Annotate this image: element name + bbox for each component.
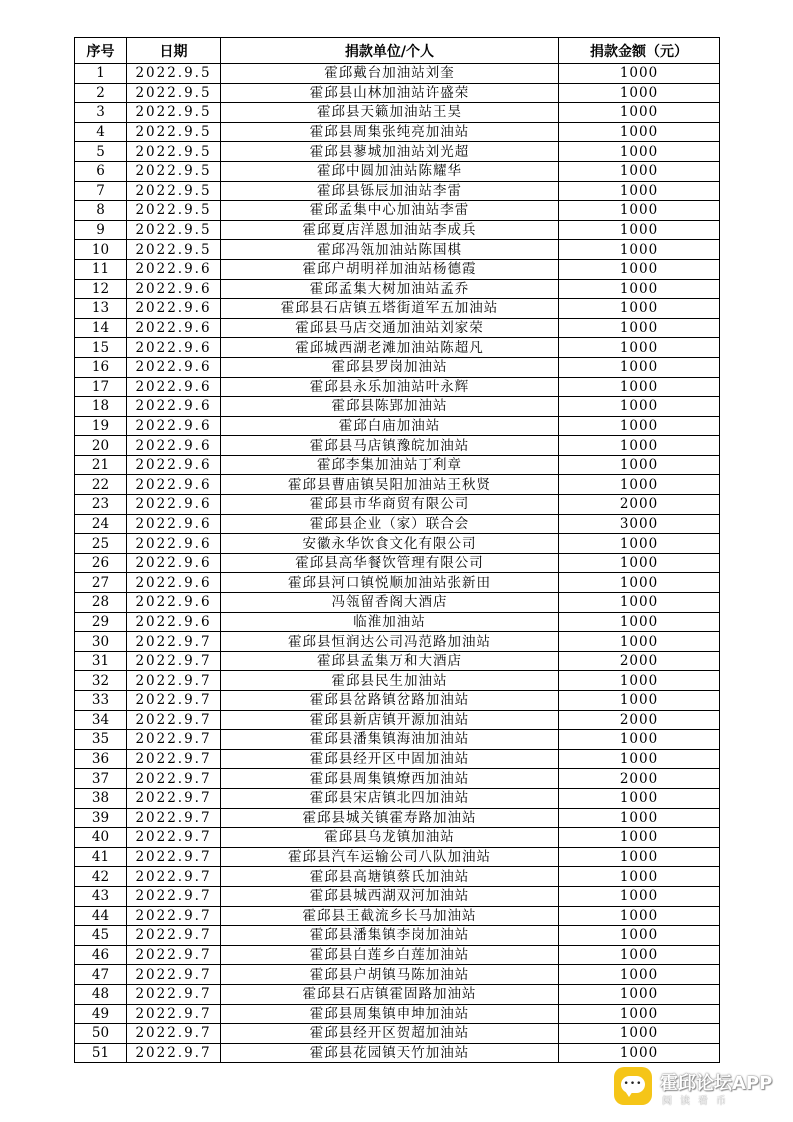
donation-date: 2022.9.6 <box>127 436 221 456</box>
donor-name: 霍邱县王截流乡长马加油站 <box>221 906 559 926</box>
row-index: 19 <box>75 416 127 436</box>
donation-amount: 1000 <box>559 64 720 84</box>
row-index: 46 <box>75 945 127 965</box>
donation-date: 2022.9.5 <box>127 142 221 162</box>
donation-amount: 1000 <box>559 553 720 573</box>
table-row <box>75 397 720 417</box>
donor-name: 霍邱县恒润达公司冯范路加油站 <box>221 632 559 652</box>
table-row <box>75 1043 720 1063</box>
donor-name: 霍邱县石店镇霍固路加油站 <box>221 984 559 1004</box>
row-index: 20 <box>75 436 127 456</box>
row-index: 47 <box>75 965 127 985</box>
donation-date: 2022.9.5 <box>127 240 221 260</box>
donor-name: 霍邱县户胡镇马陈加油站 <box>221 965 559 985</box>
donation-amount: 1000 <box>559 691 720 711</box>
donor-name: 霍邱县山林加油站许盛荣 <box>221 83 559 103</box>
table-row <box>75 808 720 828</box>
donation-date: 2022.9.7 <box>127 926 221 946</box>
table-row <box>75 828 720 848</box>
table-row <box>75 573 720 593</box>
table-row <box>75 161 720 181</box>
donor-name: 霍邱县经开区贺超加油站 <box>221 1024 559 1044</box>
donation-date: 2022.9.6 <box>127 612 221 632</box>
donation-date: 2022.9.7 <box>127 1024 221 1044</box>
donation-date: 2022.9.7 <box>127 1043 221 1063</box>
table-row <box>75 103 720 123</box>
table-row <box>75 240 720 260</box>
donation-date: 2022.9.6 <box>127 279 221 299</box>
donation-amount: 1000 <box>559 730 720 750</box>
donor-name: 霍邱县企业（家）联合会 <box>221 514 559 534</box>
donation-date: 2022.9.6 <box>127 357 221 377</box>
donation-date: 2022.9.7 <box>127 730 221 750</box>
header-date: 日期 <box>127 38 221 64</box>
donation-amount: 1000 <box>559 593 720 613</box>
row-index: 51 <box>75 1043 127 1063</box>
table-row <box>75 357 720 377</box>
donation-amount: 2000 <box>559 769 720 789</box>
donation-amount: 1000 <box>559 397 720 417</box>
donation-date: 2022.9.7 <box>127 828 221 848</box>
row-index: 2 <box>75 83 127 103</box>
donation-amount: 1000 <box>559 808 720 828</box>
row-index: 48 <box>75 984 127 1004</box>
donation-date: 2022.9.7 <box>127 808 221 828</box>
donation-amount: 1000 <box>559 338 720 358</box>
donation-amount: 1000 <box>559 83 720 103</box>
row-index: 43 <box>75 886 127 906</box>
table-row <box>75 220 720 240</box>
table-row <box>75 632 720 652</box>
table-row <box>75 436 720 456</box>
table-row <box>75 593 720 613</box>
table-row <box>75 984 720 1004</box>
donation-date: 2022.9.7 <box>127 671 221 691</box>
watermark-subtitle: 阅读看币 <box>662 1096 734 1107</box>
donor-name: 霍邱县宋店镇北四加油站 <box>221 788 559 808</box>
table-body <box>75 64 720 1063</box>
donation-date: 2022.9.7 <box>127 906 221 926</box>
donation-date: 2022.9.5 <box>127 201 221 221</box>
donation-date: 2022.9.7 <box>127 965 221 985</box>
row-index: 10 <box>75 240 127 260</box>
donation-amount: 1000 <box>559 828 720 848</box>
row-index: 28 <box>75 593 127 613</box>
donation-date: 2022.9.6 <box>127 318 221 338</box>
table-row <box>75 788 720 808</box>
donor-name: 霍邱县新店镇开源加油站 <box>221 710 559 730</box>
table-row <box>75 1004 720 1024</box>
donation-amount: 1000 <box>559 455 720 475</box>
donation-date: 2022.9.7 <box>127 769 221 789</box>
row-index: 22 <box>75 475 127 495</box>
donation-date: 2022.9.5 <box>127 122 221 142</box>
donation-amount: 1000 <box>559 377 720 397</box>
donor-name: 霍邱孟集中心加油站李雷 <box>221 201 559 221</box>
donation-date: 2022.9.7 <box>127 710 221 730</box>
donor-name: 霍邱县周集镇申坤加油站 <box>221 1004 559 1024</box>
donation-amount: 1000 <box>559 1004 720 1024</box>
donor-name: 霍邱李集加油站丁利章 <box>221 455 559 475</box>
donor-name: 霍邱县石店镇五塔街道军五加油站 <box>221 299 559 319</box>
row-index: 38 <box>75 788 127 808</box>
table-row <box>75 299 720 319</box>
donation-amount: 1000 <box>559 965 720 985</box>
row-index: 5 <box>75 142 127 162</box>
donor-name: 霍邱县陈郢加油站 <box>221 397 559 417</box>
table-row <box>75 416 720 436</box>
table-row <box>75 142 720 162</box>
donation-date: 2022.9.5 <box>127 220 221 240</box>
row-index: 40 <box>75 828 127 848</box>
donation-amount: 1000 <box>559 1043 720 1063</box>
donor-name: 临淮加油站 <box>221 612 559 632</box>
row-index: 9 <box>75 220 127 240</box>
donor-name: 霍邱县高塘镇蔡氏加油站 <box>221 867 559 887</box>
donation-amount: 1000 <box>559 475 720 495</box>
donor-name: 霍邱县经开区中固加油站 <box>221 749 559 769</box>
header-row <box>75 38 720 64</box>
donation-date: 2022.9.5 <box>127 161 221 181</box>
donation-amount: 1000 <box>559 926 720 946</box>
donation-amount: 2000 <box>559 710 720 730</box>
row-index: 15 <box>75 338 127 358</box>
row-index: 8 <box>75 201 127 221</box>
donor-name: 霍邱县天籁加油站王昊 <box>221 103 559 123</box>
donation-amount: 1000 <box>559 671 720 691</box>
table-row <box>75 455 720 475</box>
donation-amount: 1000 <box>559 318 720 338</box>
donation-amount: 1000 <box>559 945 720 965</box>
table-row <box>75 318 720 338</box>
donation-amount: 1000 <box>559 632 720 652</box>
donor-name: 霍邱县孟集万和大酒店 <box>221 651 559 671</box>
table-row <box>75 612 720 632</box>
donor-name: 霍邱中圆加油站陈耀华 <box>221 161 559 181</box>
row-index: 50 <box>75 1024 127 1044</box>
donor-name: 霍邱县民生加油站 <box>221 671 559 691</box>
donation-amount: 1000 <box>559 279 720 299</box>
table-row <box>75 83 720 103</box>
donation-amount: 1000 <box>559 122 720 142</box>
table-row <box>75 534 720 554</box>
row-index: 33 <box>75 691 127 711</box>
donor-name: 霍邱县城西湖双河加油站 <box>221 886 559 906</box>
row-index: 7 <box>75 181 127 201</box>
row-index: 42 <box>75 867 127 887</box>
row-index: 32 <box>75 671 127 691</box>
table-row <box>75 769 720 789</box>
donor-name: 霍邱县汽车运输公司八队加油站 <box>221 847 559 867</box>
donation-date: 2022.9.6 <box>127 475 221 495</box>
donation-amount: 1000 <box>559 357 720 377</box>
donation-amount: 1000 <box>559 416 720 436</box>
donation-date: 2022.9.6 <box>127 259 221 279</box>
donation-amount: 1000 <box>559 534 720 554</box>
donation-amount: 1000 <box>559 142 720 162</box>
row-index: 11 <box>75 259 127 279</box>
donor-name: 霍邱县白莲乡白莲加油站 <box>221 945 559 965</box>
table-row <box>75 495 720 515</box>
header-index: 序号 <box>75 38 127 64</box>
donation-date: 2022.9.7 <box>127 651 221 671</box>
donor-name: 霍邱县马店交通加油站刘家荣 <box>221 318 559 338</box>
table-row <box>75 201 720 221</box>
donation-amount: 1000 <box>559 906 720 926</box>
donation-date: 2022.9.5 <box>127 103 221 123</box>
donation-date: 2022.9.6 <box>127 553 221 573</box>
row-index: 49 <box>75 1004 127 1024</box>
table-row <box>75 965 720 985</box>
donation-date: 2022.9.6 <box>127 455 221 475</box>
row-index: 27 <box>75 573 127 593</box>
table-row <box>75 553 720 573</box>
donor-name: 霍邱县高华餐饮管理有限公司 <box>221 553 559 573</box>
donation-amount: 1000 <box>559 788 720 808</box>
donor-name: 霍邱县马店镇豫皖加油站 <box>221 436 559 456</box>
row-index: 44 <box>75 906 127 926</box>
donation-date: 2022.9.7 <box>127 749 221 769</box>
table-row <box>75 259 720 279</box>
row-index: 24 <box>75 514 127 534</box>
row-index: 37 <box>75 769 127 789</box>
forum-app-watermark <box>614 1065 784 1111</box>
table-row <box>75 64 720 84</box>
row-index: 6 <box>75 161 127 181</box>
donation-amount: 1000 <box>559 201 720 221</box>
donation-amount: 3000 <box>559 514 720 534</box>
row-index: 4 <box>75 122 127 142</box>
donation-amount: 1000 <box>559 181 720 201</box>
row-index: 29 <box>75 612 127 632</box>
donor-name: 霍邱县永乐加油站叶永辉 <box>221 377 559 397</box>
header-donor: 捐款单位/个人 <box>221 38 559 64</box>
donation-amount: 2000 <box>559 495 720 515</box>
donation-amount: 1000 <box>559 573 720 593</box>
donor-name: 霍邱户胡明祥加油站杨德霞 <box>221 259 559 279</box>
donation-amount: 1000 <box>559 867 720 887</box>
table-row <box>75 926 720 946</box>
donation-amount: 1000 <box>559 886 720 906</box>
donor-name: 霍邱县曹庙镇吴阳加油站王秋贤 <box>221 475 559 495</box>
table-row <box>75 122 720 142</box>
donation-amount: 1000 <box>559 436 720 456</box>
table-row <box>75 945 720 965</box>
donation-table <box>74 37 720 1063</box>
table-row <box>75 181 720 201</box>
donation-amount: 1000 <box>559 299 720 319</box>
donor-name: 霍邱县蓼城加油站刘光超 <box>221 142 559 162</box>
table-row <box>75 847 720 867</box>
table-header <box>75 38 720 64</box>
donation-amount: 1000 <box>559 220 720 240</box>
row-index: 3 <box>75 103 127 123</box>
donation-amount: 1000 <box>559 1024 720 1044</box>
header-amount: 捐款金额（元） <box>559 38 720 64</box>
donation-date: 2022.9.6 <box>127 338 221 358</box>
row-index: 26 <box>75 553 127 573</box>
donation-amount: 1000 <box>559 161 720 181</box>
donation-date: 2022.9.7 <box>127 691 221 711</box>
donation-date: 2022.9.5 <box>127 181 221 201</box>
table-row <box>75 730 720 750</box>
donor-name: 冯瓴留香阁大酒店 <box>221 593 559 613</box>
donation-amount: 2000 <box>559 651 720 671</box>
row-index: 34 <box>75 710 127 730</box>
table-row <box>75 691 720 711</box>
donation-date: 2022.9.7 <box>127 632 221 652</box>
table-row <box>75 867 720 887</box>
row-index: 16 <box>75 357 127 377</box>
table-row <box>75 1024 720 1044</box>
donation-date: 2022.9.7 <box>127 847 221 867</box>
donor-name: 霍邱县花园镇天竹加油站 <box>221 1043 559 1063</box>
donation-date: 2022.9.6 <box>127 495 221 515</box>
row-index: 31 <box>75 651 127 671</box>
donation-amount: 1000 <box>559 240 720 260</box>
table-row <box>75 279 720 299</box>
table-row <box>75 651 720 671</box>
donation-date: 2022.9.5 <box>127 83 221 103</box>
donor-name: 霍邱城西湖老滩加油站陈超凡 <box>221 338 559 358</box>
row-index: 18 <box>75 397 127 417</box>
donation-date: 2022.9.7 <box>127 886 221 906</box>
donor-name: 霍邱县罗岗加油站 <box>221 357 559 377</box>
donor-name: 霍邱县市华商贸有限公司 <box>221 495 559 515</box>
donation-date: 2022.9.6 <box>127 397 221 417</box>
donation-amount: 1000 <box>559 259 720 279</box>
row-index: 25 <box>75 534 127 554</box>
table-row <box>75 338 720 358</box>
donation-date: 2022.9.7 <box>127 1004 221 1024</box>
donation-date: 2022.9.6 <box>127 416 221 436</box>
donor-name: 霍邱县河口镇悦顺加油站张新田 <box>221 573 559 593</box>
row-index: 14 <box>75 318 127 338</box>
donor-name: 霍邱白庙加油站 <box>221 416 559 436</box>
donation-date: 2022.9.6 <box>127 514 221 534</box>
donation-amount: 1000 <box>559 612 720 632</box>
row-index: 41 <box>75 847 127 867</box>
donor-name: 霍邱县潘集镇李岗加油站 <box>221 926 559 946</box>
donation-amount: 1000 <box>559 984 720 1004</box>
donation-amount: 1000 <box>559 847 720 867</box>
donation-date: 2022.9.7 <box>127 984 221 1004</box>
donor-name: 霍邱夏店洋恩加油站李成兵 <box>221 220 559 240</box>
row-index: 1 <box>75 64 127 84</box>
row-index: 12 <box>75 279 127 299</box>
donor-name: 霍邱县岔路镇岔路加油站 <box>221 691 559 711</box>
donation-date: 2022.9.6 <box>127 593 221 613</box>
watermark-title: 霍邱论坛APP <box>660 1073 773 1094</box>
donation-date: 2022.9.6 <box>127 377 221 397</box>
row-index: 23 <box>75 495 127 515</box>
donor-name: 霍邱县周集张纯亮加油站 <box>221 122 559 142</box>
donor-name: 霍邱戴台加油站刘奎 <box>221 64 559 84</box>
row-index: 17 <box>75 377 127 397</box>
donation-date: 2022.9.5 <box>127 64 221 84</box>
donation-date: 2022.9.6 <box>127 573 221 593</box>
donor-name: 霍邱孟集大树加油站孟乔 <box>221 279 559 299</box>
table-row <box>75 886 720 906</box>
table-row <box>75 906 720 926</box>
row-index: 30 <box>75 632 127 652</box>
row-index: 45 <box>75 926 127 946</box>
row-index: 21 <box>75 455 127 475</box>
donor-name: 霍邱冯瓴加油站陈国棋 <box>221 240 559 260</box>
donor-name: 霍邱县铄辰加油站李雷 <box>221 181 559 201</box>
table-row <box>75 710 720 730</box>
donor-name: 霍邱县城关镇霍寿路加油站 <box>221 808 559 828</box>
donor-name: 霍邱县潘集镇海油加油站 <box>221 730 559 750</box>
donation-amount: 1000 <box>559 103 720 123</box>
donation-date: 2022.9.7 <box>127 945 221 965</box>
donation-date: 2022.9.6 <box>127 299 221 319</box>
table-row <box>75 671 720 691</box>
donation-date: 2022.9.7 <box>127 788 221 808</box>
donor-name: 霍邱县周集镇燎西加油站 <box>221 769 559 789</box>
table-row <box>75 475 720 495</box>
table-row <box>75 377 720 397</box>
donation-date: 2022.9.6 <box>127 534 221 554</box>
donation-amount: 1000 <box>559 749 720 769</box>
donor-name: 霍邱县乌龙镇加油站 <box>221 828 559 848</box>
donor-name: 安徽永华饮食文化有限公司 <box>221 534 559 554</box>
chat-bubble-icon: ••• <box>614 1067 652 1105</box>
row-index: 13 <box>75 299 127 319</box>
row-index: 35 <box>75 730 127 750</box>
row-index: 36 <box>75 749 127 769</box>
table-row <box>75 749 720 769</box>
row-index: 39 <box>75 808 127 828</box>
donation-date: 2022.9.7 <box>127 867 221 887</box>
table-row <box>75 514 720 534</box>
